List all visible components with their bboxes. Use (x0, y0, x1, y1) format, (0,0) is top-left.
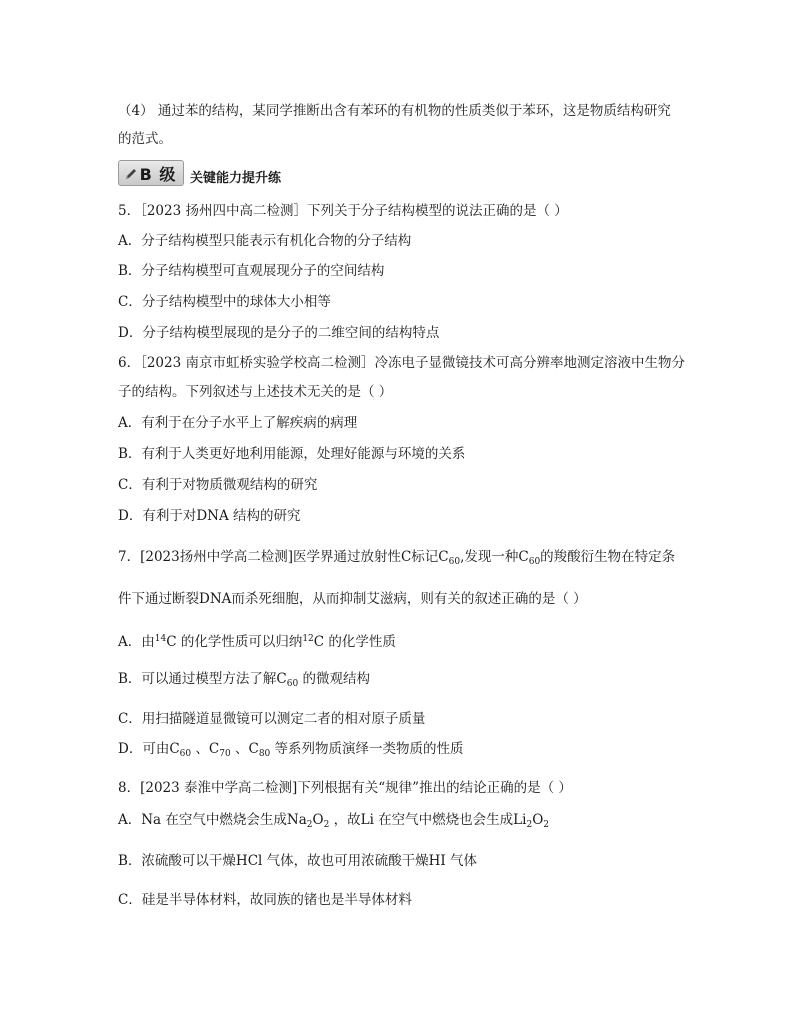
section-header (118, 158, 281, 186)
q7-opt-a-part: C 的化学性质 (313, 634, 396, 650)
q5-option-c: C．分子结构模型中的球体大小相等 (118, 294, 331, 310)
q7-opt-a-sup: 14 (154, 634, 167, 644)
q7-opt-a-sup: 12 (302, 634, 314, 644)
q6-option-d: D．有利于对DNA 结构的研究 (118, 508, 301, 524)
q8-option-a (118, 811, 549, 834)
q8-opt-a-sub: 2 (306, 820, 313, 830)
q5-stem: 5．［2023 扬州四中高二检测］下列关于分子结构模型的说法正确的是（ ） (118, 203, 568, 219)
q8-opt-a-sub: 2 (323, 820, 330, 830)
q7-stem-part: 7．[2023扬州中学高二检测]医学界通过放射性C标记C (118, 549, 449, 565)
section-title: 关键能力提升练 (190, 171, 282, 186)
q7-option-c: C．用扫描隧道显微镜可以测定二者的相对原子质量 (118, 711, 426, 727)
q7-opt-d-part: 等系列物质演绎一类物质的性质 (270, 741, 464, 757)
q8-opt-a-part: O (532, 812, 544, 828)
q8-opt-a-part: A．Na 在空气中燃烧会生成Na (118, 812, 307, 828)
q6-stem-line1: 6．［2023 南京市虹桥实验学校高二检测］冷冻电子显微镜技术可高分辨率地测定溶液中生物分 (118, 355, 685, 371)
q8-stem: 8．[2023 泰淮中学高二检测]下列根据有关“规律”推出的结论正确的是（ ） (118, 780, 572, 796)
q5-option-a: A．分子结构模型只能表示有机化合物的分子结构 (118, 233, 412, 249)
level-badge (118, 160, 184, 186)
q7-opt-b-part: 的微观结构 (298, 671, 370, 687)
q5-option-d: D．分子结构模型展现的是分子的二维空间的结构特点 (118, 325, 440, 341)
q7-stem-sub: 60 (448, 557, 461, 567)
q4-text-line2: 的范式。 (118, 131, 172, 147)
q8-opt-a-part: ，故Li 在空气中燃烧也会生成Li (329, 812, 527, 828)
q7-option-d (118, 740, 464, 763)
q7-stem-sub: 60 (528, 557, 541, 567)
q7-opt-d-sub: 60 (179, 749, 192, 759)
q8-option-b: B．浓硫酸可以干燥HCl 气体，故也可用浓硫酸干燥HI 气体 (118, 853, 478, 869)
q7-opt-a-part: A．由 (118, 634, 155, 650)
q8-opt-a-part: O (312, 812, 324, 828)
q4-text-line1: （4） 通过苯的结构，某同学推断出含有苯环的有机物的性质类似于苯环，这是物质结构研究 (118, 103, 671, 119)
q5-option-b: B．分子结构模型可直观展现分子的空间结构 (118, 263, 385, 279)
q7-stem-part: ,发现一种C (460, 549, 529, 565)
q7-opt-b-part: B．可以通过模型方法了解C (118, 671, 287, 687)
q8-option-c: C．硅是半导体材料，故同族的锗也是半导体材料 (118, 892, 412, 908)
q7-opt-d-part: D．可由C (118, 741, 180, 757)
q7-opt-d-part: 、C (230, 741, 259, 757)
pencil-icon (124, 167, 138, 181)
q8-opt-a-sub: 2 (543, 820, 550, 830)
q7-opt-b-sub: 60 (286, 679, 299, 689)
q6-option-b: B．有利于人类更好地利用能源，处理好能源与环境的关系 (118, 446, 466, 462)
q8-opt-a-sub: 2 (526, 820, 533, 830)
level-badge-label: B 级 (139, 164, 177, 184)
q7-opt-d-part: 、C (191, 741, 220, 757)
q7-stem-line2: 件下通过断裂DNA而杀死细胞，从而抑制艾滋病，则有关的叙述正确的是（ ） (118, 591, 587, 607)
q6-option-c: C．有利于对物质微观结构的研究 (118, 477, 318, 493)
q7-stem-line1 (118, 548, 675, 571)
q7-option-a (118, 630, 396, 651)
q7-opt-d-sub: 70 (219, 749, 231, 759)
q7-option-b (118, 670, 370, 693)
q6-stem-line2: 子的结构。下列叙述与上述技术无关的是（ ） (118, 384, 393, 400)
q7-opt-a-part: C 的化学性质可以归纳 (166, 634, 303, 650)
q7-stem-part: 的羧酸衍生物在特定条 (540, 549, 676, 565)
q6-option-a: A．有利于在分子水平上了解疾病的病理 (118, 415, 358, 431)
q7-opt-d-sub: 80 (258, 749, 271, 759)
